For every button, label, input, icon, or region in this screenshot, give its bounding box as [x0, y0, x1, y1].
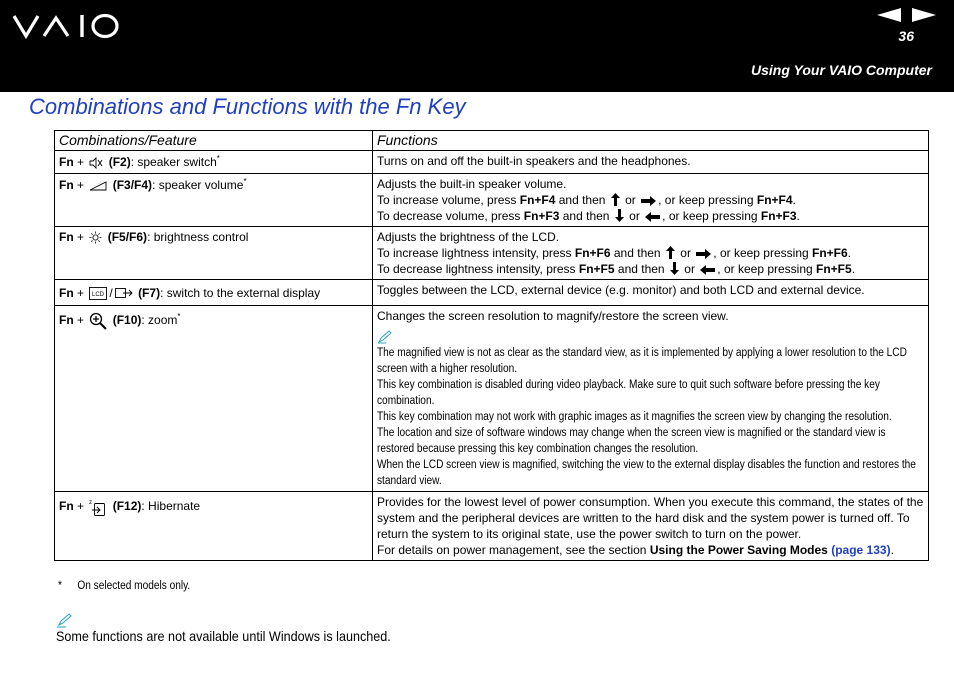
function-cell: Provides for the lowest level of power consumption. When you execute this command, the states of the system and the peripheral devices are written to the hard disk and the system power is turned off. To return the system to its original state, use the power switch to turn on the power. For details on power management, see the section Using the Power Saving Modes (page 133).	[373, 492, 929, 561]
svg-text:LCD: LCD	[92, 292, 105, 299]
combination-cell: Fn + LCD / (F7): switch to the external display	[55, 280, 373, 306]
page-number: 36	[898, 28, 914, 44]
page-header	[0, 0, 954, 92]
combination-cell: Fn + (F2): speaker switch*	[55, 151, 373, 174]
function-cell: Turns on and off the built-in speakers and the headphones.	[373, 151, 929, 174]
hibernate-icon	[89, 498, 107, 516]
combination-cell: Fn + (F5/F6): brightness control	[55, 227, 373, 280]
combination-cell: Fn + z (F12): Hibernate	[55, 492, 373, 561]
bottom-note: Some functions are not available until Windows is launched.	[56, 628, 391, 644]
note-pencil-icon	[377, 330, 393, 344]
table-row	[55, 151, 929, 174]
arrow-down-icon	[670, 262, 679, 275]
note-text: The location and size of software windows may change when the screen view is magnified or the standard view is restored because pressing this key combination changes the resolution.	[377, 427, 886, 455]
page-link[interactable]: (page 133)	[831, 543, 891, 557]
arrow-up-icon	[611, 193, 620, 206]
previous-page-arrow-icon[interactable]	[877, 8, 901, 22]
table-row	[55, 280, 929, 306]
arrow-up-icon	[666, 246, 675, 259]
brightness-sun-icon	[89, 231, 102, 244]
note-text: This key combination is disabled during video playback. Make sure to quit such software before pressing the key combination.	[377, 379, 880, 407]
arrow-left-icon	[645, 212, 660, 222]
vaio-logo	[12, 10, 122, 42]
footnote: * On selected models only.	[58, 580, 191, 592]
table-row	[55, 227, 929, 280]
arrow-down-icon	[615, 209, 624, 222]
external-display-icon	[115, 287, 133, 300]
zoom-magnifier-icon	[89, 312, 107, 330]
table-row	[55, 306, 929, 492]
lcd-display-icon	[89, 287, 107, 300]
note-text: The magnified view is not as clear as the standard view, as it is implemented by applying a lower resolution to the LCD screen with a higher resolution.	[377, 347, 907, 375]
function-cell: Toggles between the LCD, external device (e.g. monitor) and both LCD and external device.	[373, 280, 929, 306]
table-row	[55, 492, 929, 561]
function-cell: Changes the screen resolution to magnify/restore the screen view. The magnified view is not as clear as the standard view, as it is implemented by applying a lower resolution to the LCD screen with a higher resolution. This key combination is disabled during video playback. Make sure to quit such software before pressing the key combination. This key combination may not work with graphic images as it magnifies the screen view by changing the resolution. The location and size of software windows may change when the screen view is magnified or the standard view is restored because pressing this key combination changes the resolution. When the LCD screen view is magnified, switching the view to the external display disables the function and restores the standard view.	[373, 306, 929, 492]
function-cell: Adjusts the built-in speaker volume. To increase volume, press Fn+F4 and then or , or keep pressing Fn+F4. To decrease volume, press Fn+F3 and then or , or keep pressing Fn+F3.	[373, 174, 929, 227]
combination-cell: Fn + (F10): zoom*	[55, 306, 373, 492]
volume-wedge-icon	[89, 181, 107, 191]
next-page-arrow-icon[interactable]	[912, 8, 936, 22]
column-header: Combinations/Feature	[55, 131, 373, 151]
combination-cell: Fn + (F3/F4): speaker volume*	[55, 174, 373, 227]
page-title: Combinations and Functions with the Fn Key	[29, 94, 466, 119]
function-cell: Adjusts the brightness of the LCD. To increase lightness intensity, press Fn+F6 and then or , or keep pressing Fn+F6. To decrease lightness intensity, press Fn+F5 and then or , or keep pressing Fn+F5.	[373, 227, 929, 280]
note-text: When the LCD screen view is magnified, switching the view to the external display disables the function and restores the standard view.	[377, 459, 916, 487]
note-pencil-icon	[56, 612, 74, 628]
speaker-mute-icon	[89, 157, 103, 169]
arrow-right-icon	[641, 196, 656, 206]
section-title: Using Your VAIO Computer	[751, 62, 932, 78]
arrow-right-icon	[696, 249, 711, 259]
note-text: This key combination may not work with graphic images as it magnifies the screen view by changing the resolution.	[377, 411, 892, 423]
fn-key-table	[54, 130, 929, 561]
svg-text:z: z	[89, 500, 93, 506]
table-row	[55, 174, 929, 227]
table-header-row	[55, 131, 929, 151]
column-header: Functions	[373, 131, 929, 151]
arrow-left-icon	[700, 265, 715, 275]
